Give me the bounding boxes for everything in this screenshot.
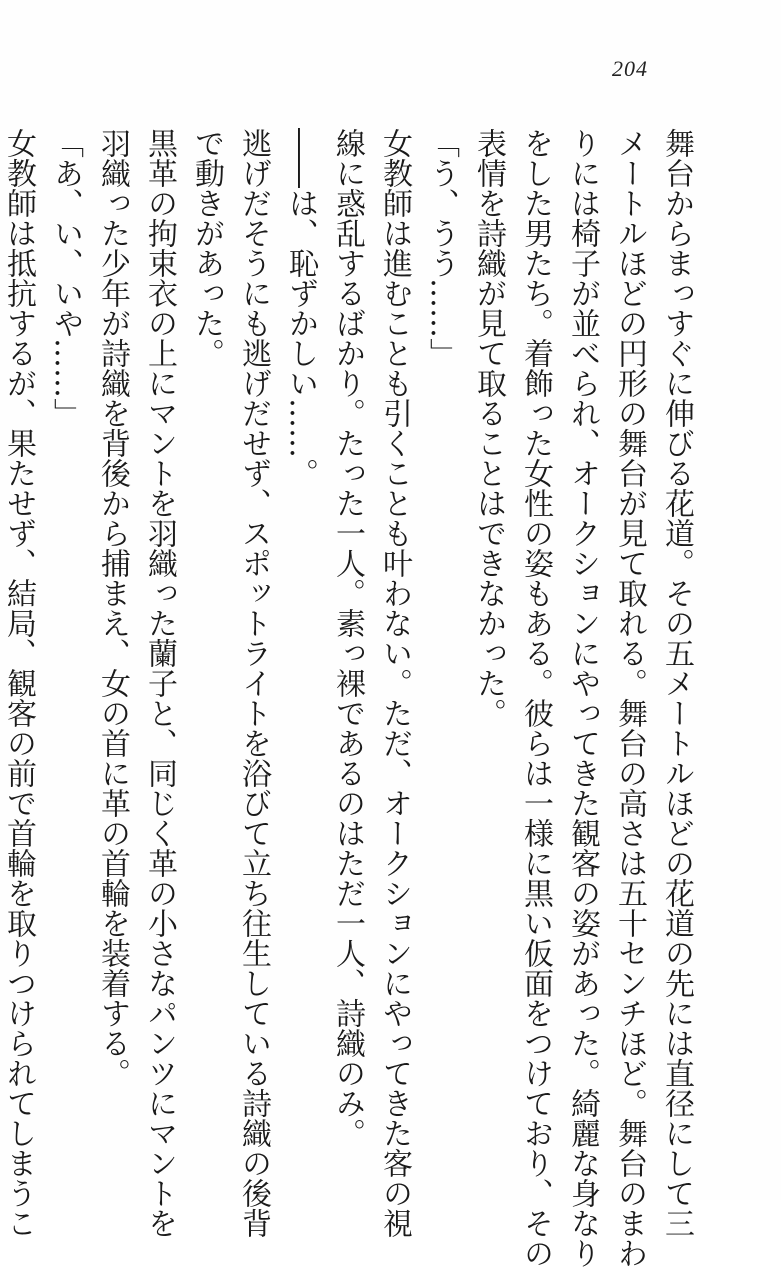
text-line: りには椅子が並べられ、オークションにやってきた観客の姿があった。綺麗な身なり <box>565 128 600 1268</box>
text-line: 舞台からまっすぐに伸びる花道。その五メートルほどの花道の先には直径にして三 <box>659 128 694 1238</box>
text-line: 女教師は抵抗するが、果たせず、結局、観客の前で首輪を取りつけられてしまうこ <box>1 128 36 1238</box>
text-line: 表情を詩織が見て取ることはできなかった。 <box>471 128 506 728</box>
text-line: 線に惑乱するばかり。たった一人。素っ裸であるのはただ一人、詩織のみ。 <box>330 128 365 1148</box>
text-line: 逃げだそうにも逃げだせず、スポットライトを浴びて立ち往生している詩織の後背 <box>236 128 271 1238</box>
text-line: 「う、うう……」 <box>424 128 459 368</box>
text-line: 羽織った少年が詩織を背後から捕まえ、女の首に革の首輪を装着する。 <box>95 128 130 1088</box>
text-line: 黒革の拘束衣の上にマントを羽織った蘭子と、同じく革の小さなパンツにマントを <box>142 128 177 1238</box>
text-line: をした男たち。着飾った女性の姿もある。彼らは一様に黒い仮面をつけており、その <box>518 128 553 1268</box>
text-line: 女教師は進むことも引くことも叶わない。ただ、オークションにやってきた客の視 <box>377 128 412 1238</box>
page-number: 204 <box>612 56 648 81</box>
text-line: 「あ、い、いや……」 <box>48 128 83 428</box>
text-line: で動きがあった。 <box>189 128 224 368</box>
vertical-text-body <box>1 128 700 1268</box>
text-line: ――は、恥ずかしい……。 <box>283 128 318 488</box>
text-line: メートルほどの円形の舞台が見て取れる。舞台の高さは五十センチほど。舞台のまわ <box>612 128 647 1268</box>
